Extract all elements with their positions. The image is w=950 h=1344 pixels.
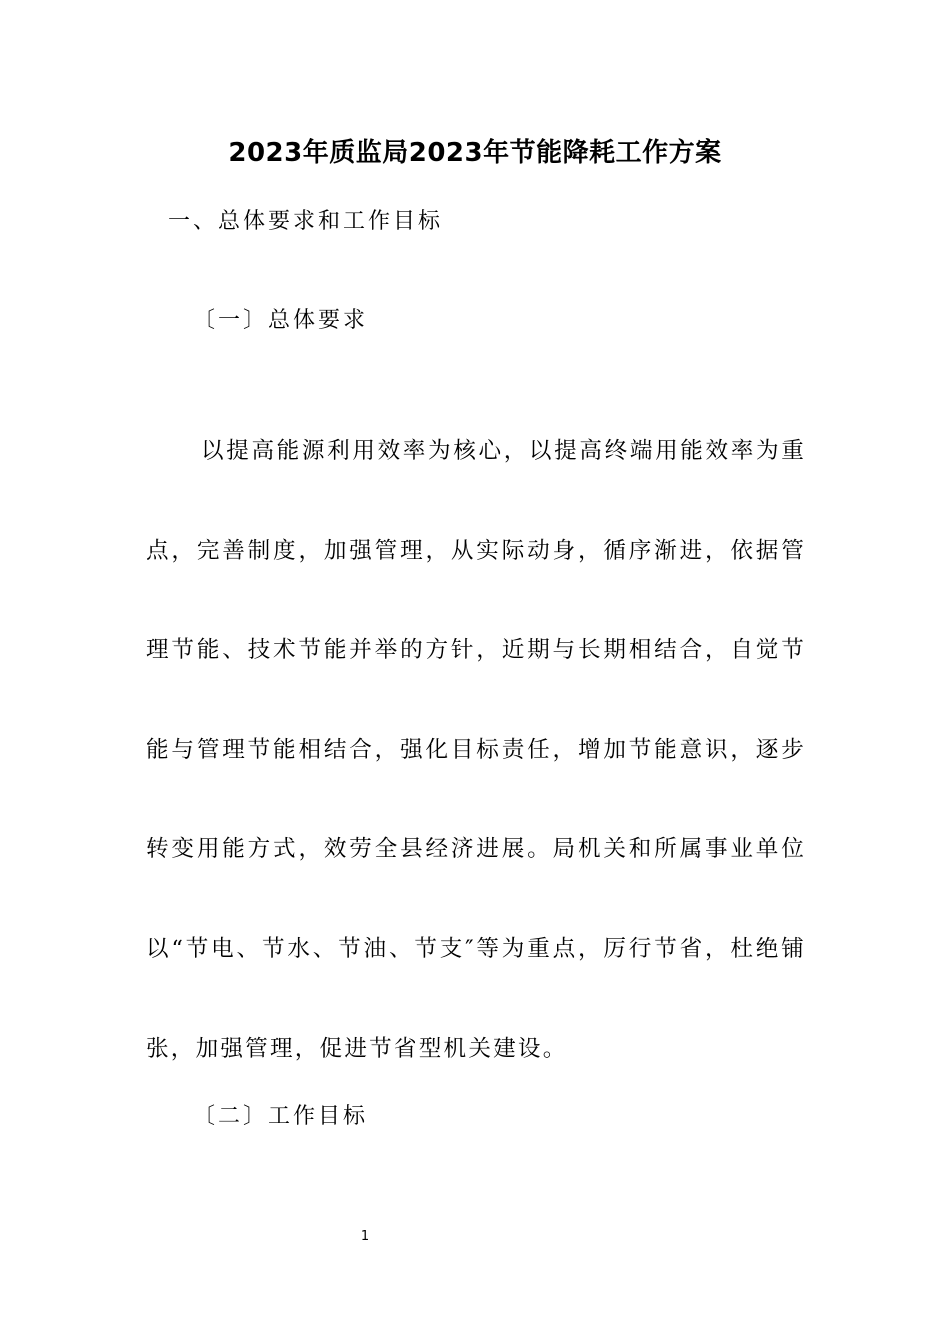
body-paragraph: 以提高能源利用效率为核心，以提高终端用能效率为重点，完善制度，加强管理，从实际动身，循序渐进，依据管理节能、技术节能并举的方针，近期与长期相结合，自觉节能与管理节能相结合，强化目标责任，增加节能意识，逐步转变用能方式，效劳全县经济进展。局机关和所属事业单位以“节电、节水、节油、节支″等为重点，厉行节省，杜绝铺张，加强管理，促进节省型机关建设。 <box>146 438 806 1062</box>
document-title: 2023年质监局2023年节能降耗工作方案 <box>228 138 722 168</box>
subsection-heading-work-goals: 〔二〕工作目标 <box>193 1104 369 1129</box>
page-number: 1 <box>360 1229 370 1244</box>
subsection-heading-overall-requirements: 〔一〕总体要求 <box>193 308 369 333</box>
section-heading-general-requirements: 一、总体要求和工作目标 <box>168 209 444 234</box>
